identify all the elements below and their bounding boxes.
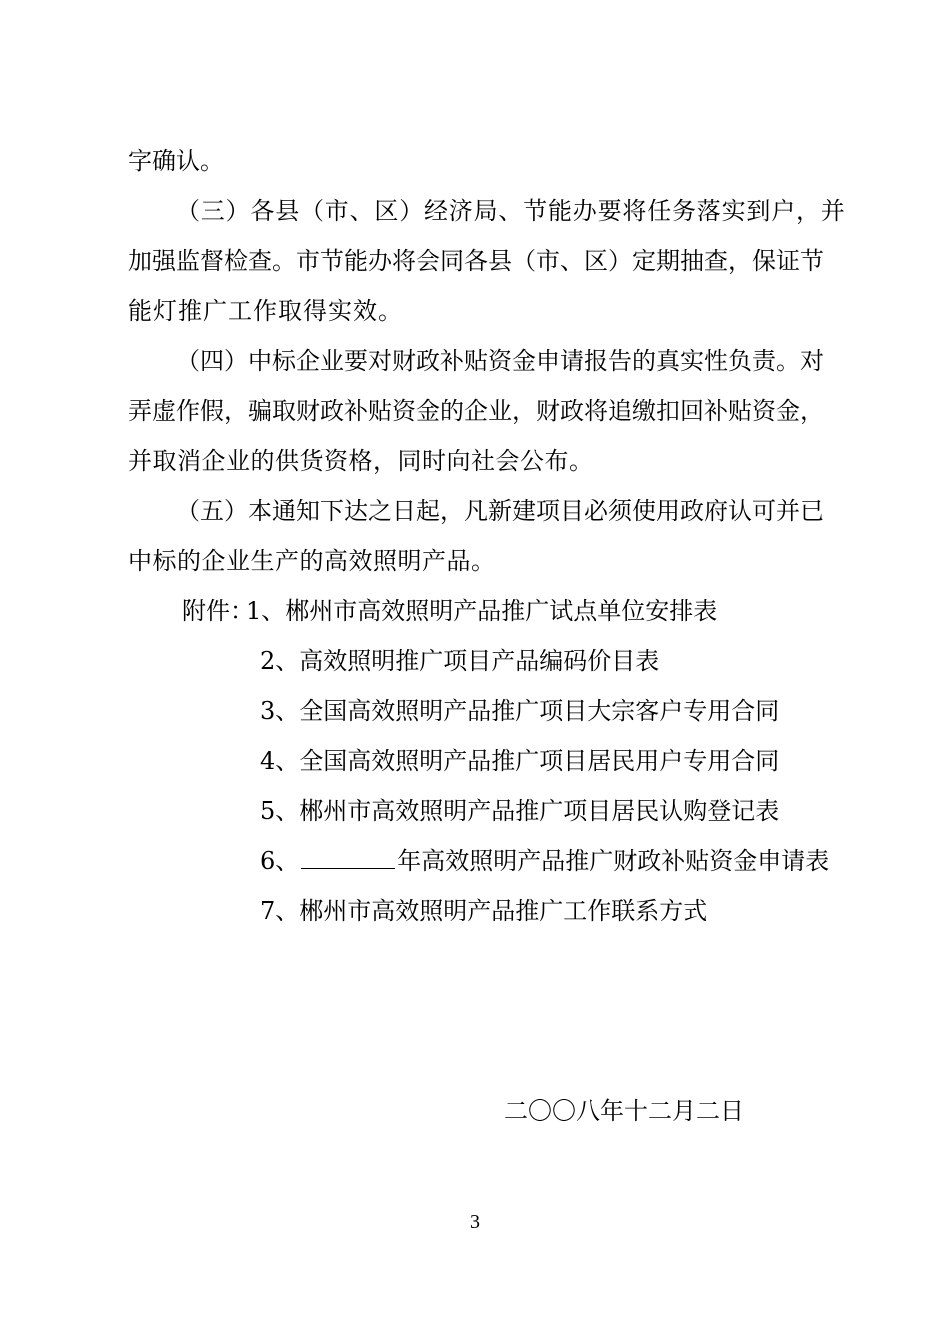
body-line-6: 弄虚作假，骗取财政补贴资金的企业，财政将追缴扣回补贴资金， xyxy=(128,397,824,425)
body-line-1: 字确认。 xyxy=(128,147,224,175)
page-number: 3 xyxy=(470,1211,480,1233)
body-line-4: 能灯推广工作取得实效。 xyxy=(128,297,403,325)
attachments-label: 附件： xyxy=(182,597,254,625)
attachment-item-3: 3、全国高效照明产品推广项目大宗客户专用合同 xyxy=(260,697,780,725)
document-date: 二〇〇八年十二月二日 xyxy=(504,1097,744,1125)
body-line-3: 加强监督检查。市节能办将会同各县（市、区）定期抽查，保证节 xyxy=(128,247,824,275)
attachment-item-4: 4、全国高效照明产品推广项目居民用户专用合同 xyxy=(260,747,780,775)
attachment-item-1: 1、郴州市高效照明产品推广试点单位安排表 xyxy=(246,597,718,625)
attachment-item-6-suffix: 年高效照明产品推广财政补贴资金申请表 xyxy=(397,847,830,875)
attachment-item-7: 7、郴州市高效照明产品推广工作联系方式 xyxy=(260,897,708,925)
attachment-item-6 xyxy=(260,846,829,876)
attachment-item-6-prefix: 6、 xyxy=(260,847,300,875)
body-line-7: 并取消企业的供货资格，同时向社会公布。 xyxy=(128,447,594,475)
body-line-5: （四）中标企业要对财政补贴资金申请报告的真实性负责。对 xyxy=(176,347,824,375)
fill-in-blank-line xyxy=(301,846,395,869)
attachment-item-5: 5、郴州市高效照明产品推广项目居民认购登记表 xyxy=(260,797,780,825)
body-line-9: 中标的企业生产的高效照明产品。 xyxy=(128,547,496,575)
attachment-item-2: 2、高效照明推广项目产品编码价目表 xyxy=(260,647,660,675)
body-line-2: （三）各县（市、区）经济局、节能办要将任务落实到户，并 xyxy=(176,197,846,225)
body-line-8: （五）本通知下达之日起，凡新建项目必须使用政府认可并已 xyxy=(176,497,824,525)
